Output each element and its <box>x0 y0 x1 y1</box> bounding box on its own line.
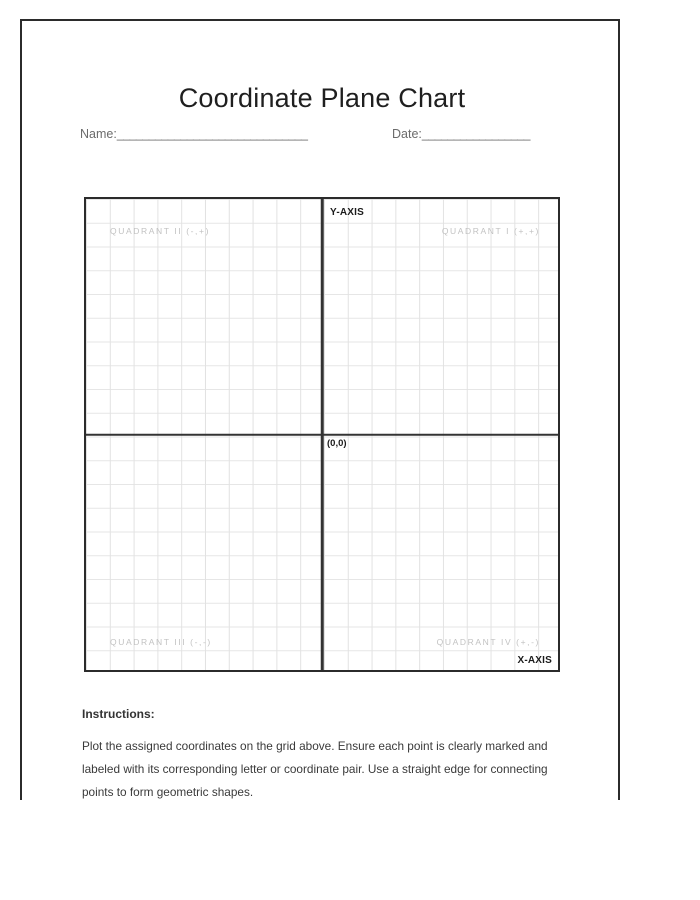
x-axis-line <box>86 433 558 436</box>
quadrant-3-label: QUADRANT III (-,-) <box>110 637 212 647</box>
date-field-rule: _________________ <box>421 127 530 141</box>
y-axis-label: Y-AXIS <box>330 207 364 218</box>
origin-label: (0,0) <box>327 437 347 449</box>
name-field-label: Name: <box>80 127 117 141</box>
name-date-row <box>80 127 570 149</box>
instructions-heading: Instructions: <box>82 707 155 721</box>
date-field-label: Date: <box>392 127 422 141</box>
page-title: Coordinate Plane Chart <box>178 83 466 113</box>
name-field[interactable] <box>80 127 307 141</box>
quadrant-2-label: QUADRANT II (-,+) <box>110 226 211 236</box>
x-axis-label: X-AXIS <box>517 655 552 666</box>
instructions-body: Plot the assigned coordinates on the grid above. Ensure each point is clearly marked and labeled with its corresponding letter or coordinate pair. Use a straight edge for connecting points to form geometric shapes. <box>82 739 548 799</box>
instructions-section <box>82 707 562 804</box>
name-field-rule: ______________________________ <box>116 127 308 141</box>
quadrant-1-label: QUADRANT I (+,+) <box>441 226 540 236</box>
quadrant-4-label: QUADRANT IV (+,-) <box>436 637 540 647</box>
worksheet-page-frame <box>20 19 620 800</box>
coordinate-grid[interactable] <box>84 197 560 672</box>
coordinate-plane[interactable] <box>84 197 560 672</box>
date-field[interactable] <box>392 127 530 141</box>
